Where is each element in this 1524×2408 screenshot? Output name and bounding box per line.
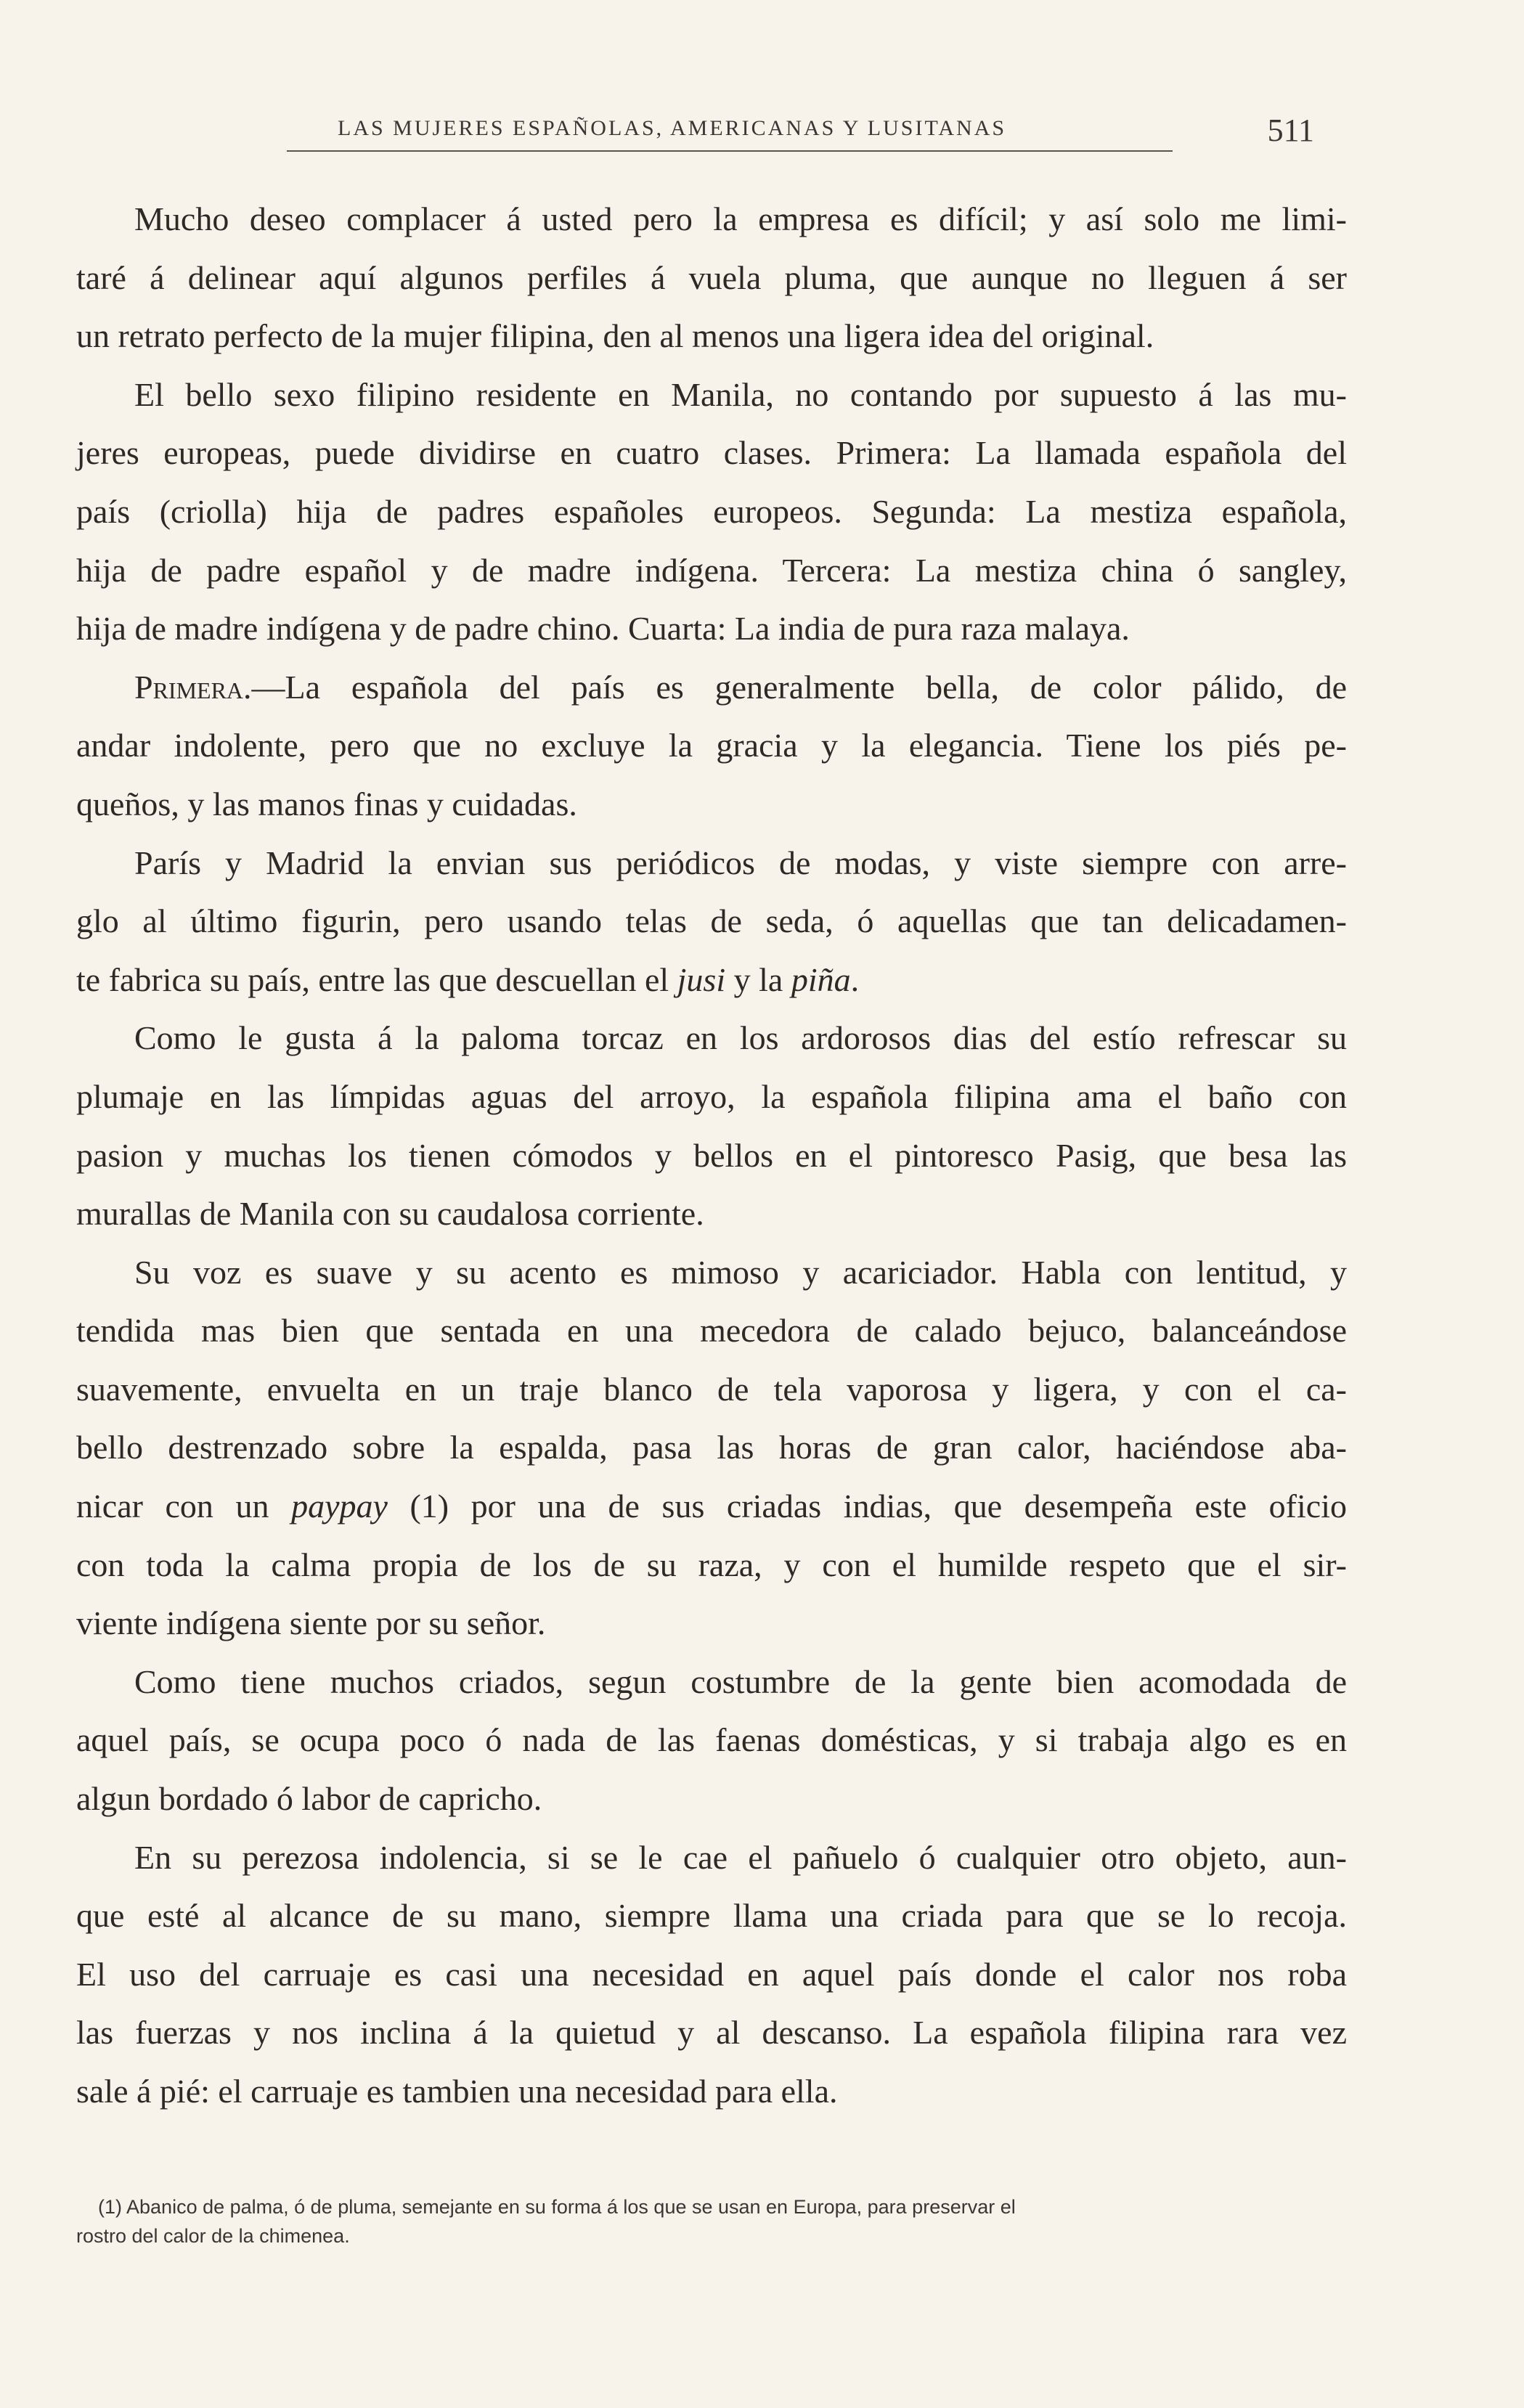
- text-span: y la: [725, 960, 791, 998]
- text-line: glo al último figurin, pero usando telas de seda, ó aquellas que tan delicadamen-: [76, 902, 1347, 940]
- footnote-line: (1) Abanico de palma, ó de pluma, semejante en su forma á los que se usan en Europa, para preservar el: [98, 2196, 1016, 2218]
- text-span: nicar con un: [76, 1487, 292, 1525]
- text-line: suavemente, envuelta en un traje blanco de tela vaporosa y ligera, y con el ca-: [76, 1370, 1347, 1408]
- text-line: En su perezosa indolencia, si se le cae el pañuelo ó cualquier otro objeto, aun-: [134, 1838, 1347, 1876]
- page-header: [287, 109, 1314, 152]
- text-line: taré á delinear aquí algunos perfiles á vuela pluma, que aunque no lleguen á ser: [76, 258, 1347, 296]
- text-line: jeres europeas, puede dividirse en cuatro clases. Primera: La llamada española del: [76, 434, 1347, 472]
- footnote-line: rostro del calor de la chimenea.: [76, 2225, 350, 2247]
- header-rule: [287, 150, 1173, 152]
- text-line: hija de padre español y de madre indígena. Tercera: La mestiza china ó sangley,: [76, 551, 1347, 589]
- text-line: un retrato perfecto de la mujer filipina, den al menos una ligera idea del original.: [76, 317, 1154, 355]
- text-line: El bello sexo filipino residente en Manila, no contando por supuesto á las mu-: [134, 375, 1347, 413]
- text-line: Mucho deseo complacer á usted pero la empresa es difícil; y así solo me limi-: [134, 200, 1347, 237]
- text-line: tendida mas bien que sentada en una mecedora de calado bejuco, balanceándose: [76, 1312, 1347, 1350]
- text-line: con toda la calma propia de los de su raza, y con el humilde respeto que el sir-: [76, 1546, 1347, 1583]
- text-line: algun bordado ó labor de capricho.: [76, 1780, 542, 1818]
- text-span: .: [850, 960, 860, 998]
- text-line: El uso del carruaje es casi una necesidad en aquel país donde el calor nos roba: [76, 1955, 1347, 1993]
- footnote: [76, 2192, 1347, 2250]
- text-line: pasion y muchas los tienen cómodos y bellos en el pintoresco Pasig, que besa las: [76, 1136, 1347, 1174]
- text-line: que esté al alcance de su mano, siempre llama una criada para que se lo recoja.: [76, 1897, 1347, 1935]
- italic-term: piña: [791, 960, 851, 998]
- italic-term: jusi: [677, 960, 726, 998]
- text-span: —La española del país es generalmente bella, de color pálido, de: [251, 668, 1347, 706]
- text-line: bello destrenzado sobre la espalda, pasa las horas de gran calor, haciéndose aba-: [76, 1429, 1347, 1466]
- section-label: Primera.: [134, 668, 252, 706]
- text-line: Como tiene muchos criados, segun costumbre de la gente bien acomodada de: [134, 1662, 1347, 1700]
- text-line: París y Madrid la envian sus periódicos de modas, y viste siempre con arre-: [134, 844, 1347, 881]
- text-line: andar indolente, pero que no excluye la gracia y la elegancia. Tiene los piés pe-: [76, 727, 1347, 764]
- text-line: queños, y las manos finas y cuidadas.: [76, 785, 577, 823]
- text-line: plumaje en las límpidas aguas del arroyo, la española filipina ama el baño con: [76, 1077, 1347, 1115]
- text-line: viente indígena siente por su señor.: [76, 1604, 546, 1642]
- text-span: te fabrica su país, entre las que descuellan el: [76, 960, 677, 998]
- body-text: [76, 190, 1347, 2121]
- page-number: 511: [1267, 113, 1314, 148]
- italic-term: paypay: [291, 1487, 388, 1525]
- text-span: (1) por una de sus criadas indias, que desempeña este oficio: [387, 1487, 1347, 1525]
- text-line: las fuerzas y nos inclina á la quietud y al descanso. La española filipina rara vez: [76, 2014, 1347, 2052]
- text-line: Su voz es suave y su acento es mimoso y acariciador. Habla con lentitud, y: [134, 1253, 1347, 1291]
- text-line: [76, 1477, 1347, 1536]
- text-line: sale á pié: el carruaje es tambien una necesidad para ella.: [76, 2073, 838, 2110]
- running-title: LAS MUJERES ESPAÑOLAS, AMERICANAS Y LUSITANAS: [338, 116, 1007, 140]
- text-line: país (criolla) hija de padres españoles europeos. Segunda: La mestiza española,: [76, 492, 1347, 530]
- text-line: [76, 951, 1347, 1010]
- text-line: aquel país, se ocupa poco ó nada de las faenas domésticas, y si trabaja algo es en: [76, 1721, 1347, 1759]
- text-line: murallas de Manila con su caudalosa corriente.: [76, 1195, 704, 1233]
- text-line: Como le gusta á la paloma torcaz en los ardorosos dias del estío refrescar su: [134, 1019, 1347, 1057]
- text-line: [76, 658, 1347, 717]
- text-line: hija de madre indígena y de padre chino. Cuarta: La india de pura raza malaya.: [76, 610, 1130, 648]
